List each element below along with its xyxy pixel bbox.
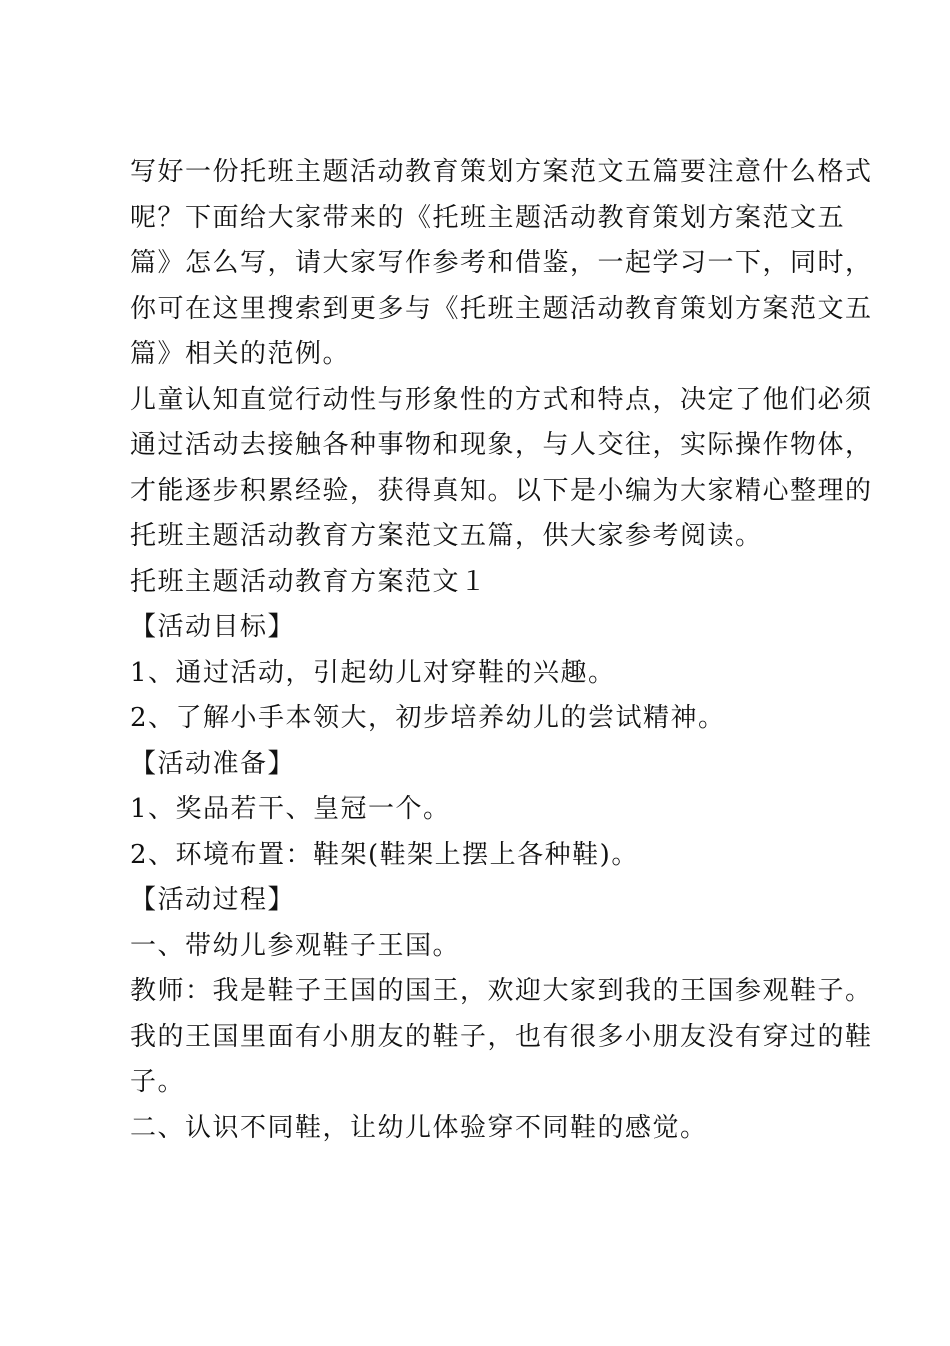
text-line: 儿童认知直觉行动性与形象性的方式和特点，决定了他们必须 (130, 384, 873, 415)
text-line: 托班主题活动教育方案范文五篇，供大家参考阅读。 (130, 521, 763, 551)
prep-item: 1、奖品若干、皇冠一个。 (130, 794, 451, 824)
goal-item: 1、通过活动，引起幼儿对穿鞋的兴趣。 (130, 657, 616, 688)
text-line: 子。 (130, 1067, 186, 1097)
text-line: 呢？下面给大家带来的《托班主题活动教育策划方案范文五 (130, 202, 846, 233)
goals-heading: 【活动目标】 (130, 612, 296, 642)
prep-heading: 【活动准备】 (130, 748, 296, 779)
prep-item: 2、环境布置：鞋架(鞋架上摆上各种鞋)。 (130, 839, 639, 870)
process-heading: 【活动过程】 (130, 885, 296, 915)
text-line: 篇》相关的范例。 (130, 339, 351, 369)
process-step: 二、认识不同鞋，让幼儿体验穿不同鞋的感觉。 (130, 1112, 708, 1143)
text-line: 篇》怎么写，请大家写作参考和借鉴，一起学习一下，同时， (130, 248, 873, 278)
text-line: 写好一份托班主题活动教育策划方案范文五篇要注意什么格式 (130, 157, 873, 187)
goal-item: 2、了解小手本领大，初步培养幼儿的尝试精神。 (130, 703, 726, 733)
section-title: 托班主题活动教育方案范文１ (130, 566, 488, 597)
text-line: 我的王国里面有小朋友的鞋子，也有很多小朋友没有穿过的鞋 (130, 1021, 873, 1052)
text-line: 通过活动去接触各种事物和现象，与人交往，实际操作物体， (130, 430, 873, 460)
background-paragraph (130, 378, 873, 560)
text-line: 你可在这里搜索到更多与《托班主题活动教育策划方案范文五 (130, 293, 873, 324)
text-line: 才能逐步积累经验，获得真知。以下是小编为大家精心整理的 (130, 475, 873, 506)
intro-paragraph (130, 150, 873, 378)
text-line: 教师：我是鞋子王国的国王，欢迎大家到我的王国参观鞋子。 (130, 976, 873, 1006)
teacher-speech-paragraph (130, 969, 873, 1106)
document-body (130, 150, 873, 1151)
process-step: 一、带幼儿参观鞋子王国。 (130, 930, 461, 961)
